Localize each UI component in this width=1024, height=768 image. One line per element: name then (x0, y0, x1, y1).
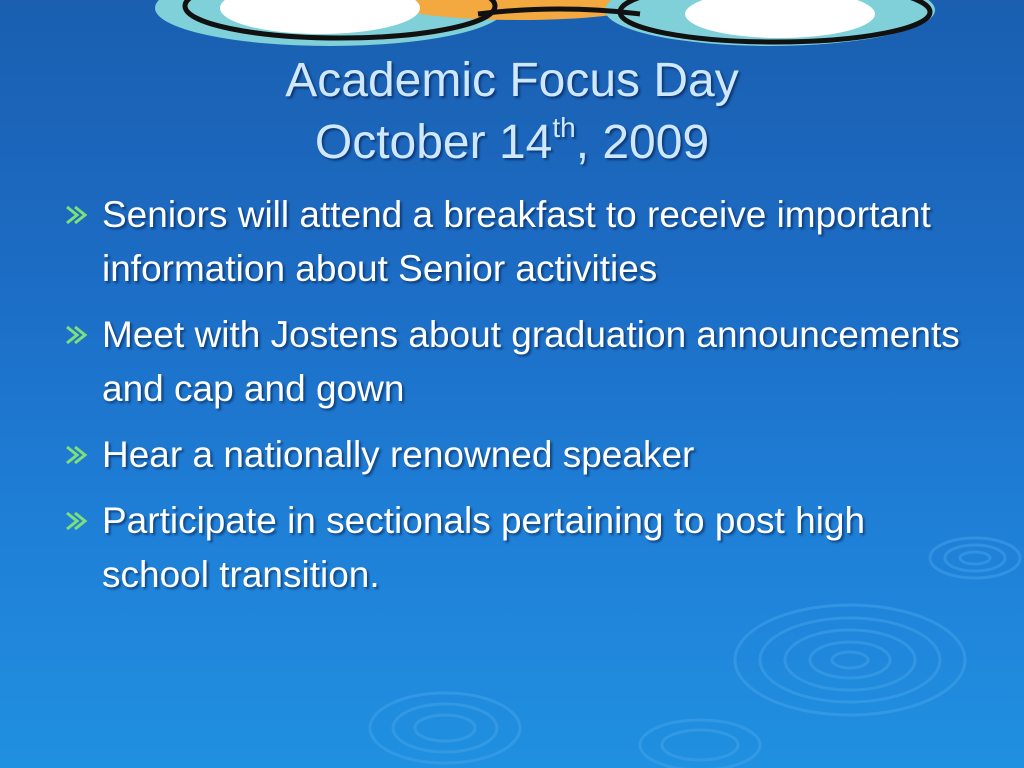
green-arrow-bullet-icon (64, 510, 90, 532)
green-arrow-bullet-icon (64, 324, 90, 346)
green-arrow-bullet-icon (64, 204, 90, 226)
slide-title (0, 50, 1024, 174)
title-line-2 (0, 112, 1024, 174)
bullet-text: Hear a nationally renowned speaker (102, 434, 695, 475)
bullet-item (62, 428, 962, 482)
bullet-item (62, 188, 962, 296)
title-date-rest: , 2009 (575, 116, 710, 169)
bullet-list (62, 188, 962, 614)
title-date-main: October 14 (314, 116, 553, 169)
bullet-item (62, 494, 962, 602)
title-line-1: Academic Focus Day (285, 54, 739, 107)
bullet-text: Participate in sectionals pertaining to post high school transition. (102, 500, 866, 595)
title-date-suffix: th (552, 112, 576, 143)
bullet-text: Seniors will attend a breakfast to receive important information about Senior activities (102, 194, 931, 289)
bullet-text: Meet with Jostens about graduation announcements and cap and gown (102, 314, 960, 409)
bullet-item (62, 308, 962, 416)
green-arrow-bullet-icon (64, 444, 90, 466)
